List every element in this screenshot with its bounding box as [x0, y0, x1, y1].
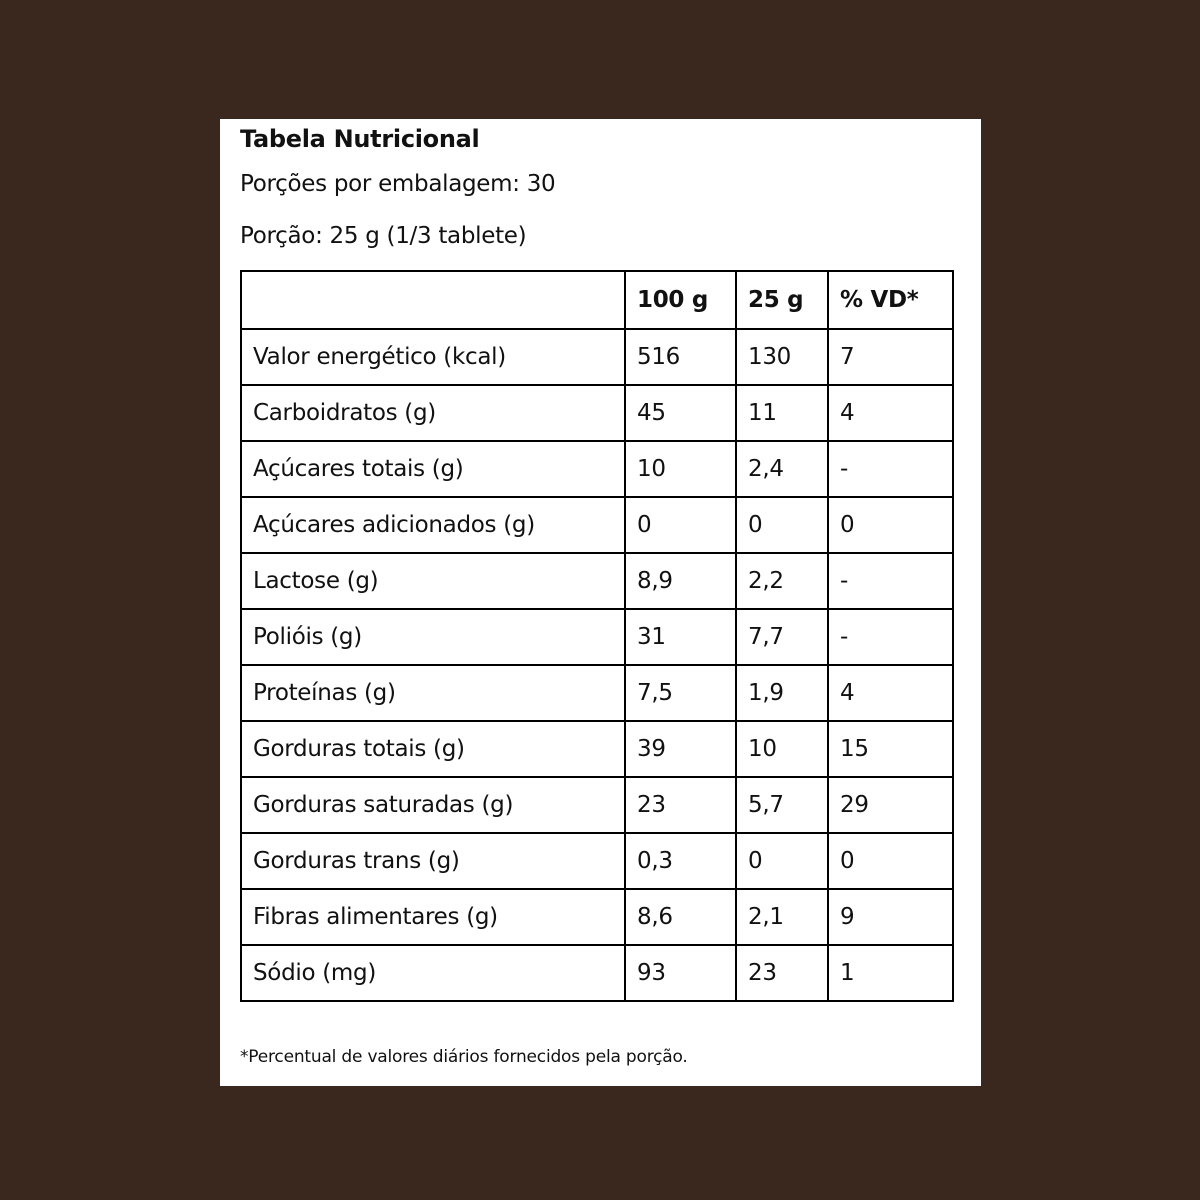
header-per-100g: 100 g: [625, 271, 736, 329]
table-row: [241, 889, 953, 945]
value-per-portion: 2,1: [736, 889, 828, 945]
value-per-portion: 11: [736, 385, 828, 441]
daily-value-percent: 29: [828, 777, 953, 833]
table-row: [241, 329, 953, 385]
value-per-portion: 5,7: [736, 777, 828, 833]
daily-value-percent: -: [828, 553, 953, 609]
value-per-100g: 31: [625, 609, 736, 665]
value-per-100g: 8,6: [625, 889, 736, 945]
nutrient-name: Valor energético (kcal): [241, 329, 625, 385]
nutrient-name: Sódio (mg): [241, 945, 625, 1001]
value-per-portion: 1,9: [736, 665, 828, 721]
daily-value-percent: 1: [828, 945, 953, 1001]
footnote: *Percentual de valores diários fornecidos pela porção.: [240, 1047, 688, 1067]
value-per-portion: 0: [736, 833, 828, 889]
header-nutrient: [241, 271, 625, 329]
table-title: Tabela Nutricional: [240, 125, 480, 153]
nutrition-card: [220, 119, 981, 1086]
daily-value-percent: -: [828, 441, 953, 497]
value-per-100g: 10: [625, 441, 736, 497]
value-per-portion: 130: [736, 329, 828, 385]
value-per-portion: 7,7: [736, 609, 828, 665]
nutrient-name: Gorduras totais (g): [241, 721, 625, 777]
value-per-100g: 23: [625, 777, 736, 833]
daily-value-percent: 7: [828, 329, 953, 385]
daily-value-percent: -: [828, 609, 953, 665]
table-row: [241, 609, 953, 665]
table-row: [241, 721, 953, 777]
nutrient-name: Gorduras trans (g): [241, 833, 625, 889]
portion-size: Porção: 25 g (1/3 tablete): [240, 223, 527, 249]
table-row: [241, 665, 953, 721]
daily-value-percent: 15: [828, 721, 953, 777]
daily-value-percent: 9: [828, 889, 953, 945]
nutrient-name: Proteínas (g): [241, 665, 625, 721]
value-per-portion: 2,4: [736, 441, 828, 497]
nutrient-name: Carboidratos (g): [241, 385, 625, 441]
value-per-portion: 10: [736, 721, 828, 777]
daily-value-percent: 4: [828, 665, 953, 721]
header-daily-value: % VD*: [828, 271, 953, 329]
daily-value-percent: 0: [828, 497, 953, 553]
table-row: [241, 553, 953, 609]
value-per-100g: 516: [625, 329, 736, 385]
nutrition-table: [240, 270, 954, 1002]
table-row: [241, 497, 953, 553]
value-per-100g: 93: [625, 945, 736, 1001]
nutrient-name: Gorduras saturadas (g): [241, 777, 625, 833]
nutrient-name: Açúcares adicionados (g): [241, 497, 625, 553]
table-row: [241, 833, 953, 889]
value-per-100g: 45: [625, 385, 736, 441]
value-per-portion: 2,2: [736, 553, 828, 609]
header-per-portion: 25 g: [736, 271, 828, 329]
daily-value-percent: 0: [828, 833, 953, 889]
nutrient-name: Polióis (g): [241, 609, 625, 665]
nutrient-name: Lactose (g): [241, 553, 625, 609]
value-per-100g: 7,5: [625, 665, 736, 721]
nutrient-name: Açúcares totais (g): [241, 441, 625, 497]
table-header-row: [241, 271, 953, 329]
table-row: [241, 945, 953, 1001]
value-per-100g: 0: [625, 497, 736, 553]
value-per-portion: 23: [736, 945, 828, 1001]
table-row: [241, 441, 953, 497]
servings-per-package: Porções por embalagem: 30: [240, 171, 556, 197]
table-row: [241, 385, 953, 441]
nutrient-name: Fibras alimentares (g): [241, 889, 625, 945]
value-per-100g: 8,9: [625, 553, 736, 609]
value-per-100g: 0,3: [625, 833, 736, 889]
value-per-100g: 39: [625, 721, 736, 777]
table-row: [241, 777, 953, 833]
value-per-portion: 0: [736, 497, 828, 553]
daily-value-percent: 4: [828, 385, 953, 441]
